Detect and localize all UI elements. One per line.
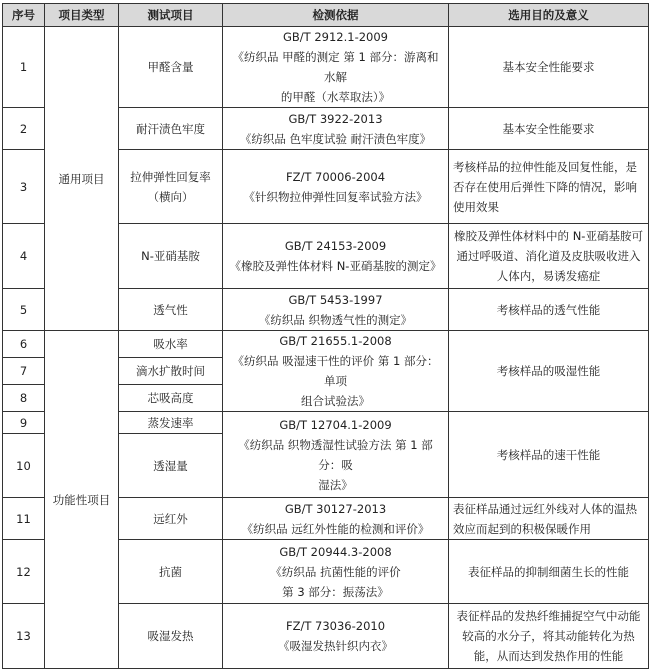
row-no: 10: [3, 434, 45, 498]
row-item: 甲醛含量: [119, 27, 223, 108]
category-functional: 功能性项目: [45, 331, 119, 669]
row-no: 5: [3, 289, 45, 331]
category-general: 通用项目: [45, 27, 119, 331]
row-no: 6: [3, 331, 45, 358]
basis-title: 《纺织品 吸湿速干性的评价 第 1 部分：单项: [232, 354, 439, 388]
basis-title: 《吸湿发热针织内衣》: [278, 639, 393, 653]
row-item: 远红外: [119, 498, 223, 540]
row-no: 7: [3, 358, 45, 385]
row-item: 透气性: [119, 289, 223, 331]
basis-title: 《针织物拉伸弹性回复率试验方法》: [243, 189, 428, 204]
row-item: N-亚硝基胺: [119, 224, 223, 289]
row-no: 3: [3, 150, 45, 224]
row-item: 滴水扩散时间: [119, 358, 223, 385]
basis-title: 《纺织品 织物透气性的测定》: [258, 312, 413, 327]
header-type: 项目类型: [45, 4, 119, 27]
row-no: 12: [3, 540, 45, 604]
row-item: 抗菌: [119, 540, 223, 604]
row-item: 耐汗渍色牢度: [119, 108, 223, 150]
row-purpose: 考核样品的拉伸性能及回复性能，是否存在使用后弹性下降的情况，影响使用效果: [449, 150, 649, 224]
row-item: 吸水率: [119, 331, 223, 358]
basis-code: GB/T 5453-1997: [288, 292, 383, 307]
basis-code: FZ/T 73036-2010: [285, 619, 386, 633]
item-line: （横向）: [147, 189, 194, 204]
basis-code: GB/T 12704.1-2009: [279, 417, 392, 432]
header-basis: 检测依据: [223, 4, 449, 27]
row-purpose: 考核样品的透气性能: [449, 289, 649, 331]
header-item: 测试项目: [119, 4, 223, 27]
row-no: 11: [3, 498, 45, 540]
header-purpose: 选用目的及意义: [449, 4, 649, 27]
item-line: 拉伸弹性回复率: [130, 169, 211, 184]
row-no: 8: [3, 385, 45, 412]
row-basis: [223, 289, 449, 331]
row-no: 13: [3, 604, 45, 669]
row-basis: [223, 27, 449, 108]
header-no: 序号: [3, 4, 45, 27]
basis-code: GB/T 24153-2009: [284, 239, 387, 253]
basis-code: GB/T 2912.1-2009: [282, 30, 388, 44]
basis-title: 《纺织品 远红外性能的检测和评价》: [241, 521, 430, 536]
row-basis: [223, 604, 449, 669]
basis-title: 《橡胶及弹性体材料 N-亚硝基胺的测定》: [229, 259, 442, 273]
basis-title: 《纺织品 抗菌性能的评价: [270, 564, 401, 579]
row-no: 9: [3, 412, 45, 434]
basis-title: 湿法》: [318, 477, 353, 492]
basis-code: GB/T 20944.3-2008: [279, 544, 392, 559]
row-basis: [223, 540, 449, 604]
basis-title: 《纺织品 织物透湿性试验方法 第 1 部分：吸: [238, 437, 433, 472]
row-purpose: 基本安全性能要求: [449, 108, 649, 150]
basis-code: GB/T 21655.1-2008: [279, 334, 392, 348]
row-basis-merged: [223, 331, 449, 412]
table-row: [3, 331, 649, 358]
row-basis: [223, 412, 449, 498]
row-purpose-merged: 考核样品的吸湿性能: [449, 331, 649, 412]
basis-title: 《纺织品 甲醛的测定 第 1 部分：游离和水解: [232, 50, 439, 84]
basis-title: 的甲醛（水萃取法）》: [280, 90, 391, 104]
row-item: 透湿量: [119, 434, 223, 498]
row-item: [119, 150, 223, 224]
test-items-table: [2, 3, 649, 669]
row-no: 2: [3, 108, 45, 150]
row-purpose: 表征样品的抑制细菌生长的性能: [449, 540, 649, 604]
row-basis: [223, 498, 449, 540]
table-row: [3, 27, 649, 108]
row-purpose: 表征样品通过远红外线对人体的温热效应而起到的积极保暖作用: [449, 498, 649, 540]
row-purpose: 表征样品的发热纤维捕捉空气中动能较高的水分子，将其动能转化为热能，从而达到发热作用的性能: [449, 604, 649, 669]
row-purpose-merged: 考核样品的速干性能: [449, 412, 649, 498]
basis-title: 《纺织品 色牢度试验 耐汗渍色牢度》: [239, 131, 432, 146]
basis-code: FZ/T 70006-2004: [285, 169, 386, 184]
row-no: 1: [3, 27, 45, 108]
row-basis: [223, 150, 449, 224]
row-item: 芯吸高度: [119, 385, 223, 412]
row-item: 吸湿发热: [119, 604, 223, 669]
header-row: [3, 4, 649, 27]
row-basis: [223, 108, 449, 150]
basis-code: GB/T 30127-2013: [284, 501, 387, 516]
row-purpose: 基本安全性能要求: [449, 27, 649, 108]
row-purpose: 橡胶及弹性体材料中的 N-亚硝基胺可通过呼吸道、消化道及皮肤吸收进入人体内，易诱发癌症: [449, 224, 649, 289]
basis-title: 第 3 部分：振荡法》: [282, 584, 389, 599]
basis-code: GB/T 3922-2013: [288, 111, 383, 126]
row-item: 蒸发速率: [119, 412, 223, 434]
row-no: 4: [3, 224, 45, 289]
row-basis: [223, 224, 449, 289]
basis-title: 组合试验法》: [301, 394, 370, 408]
